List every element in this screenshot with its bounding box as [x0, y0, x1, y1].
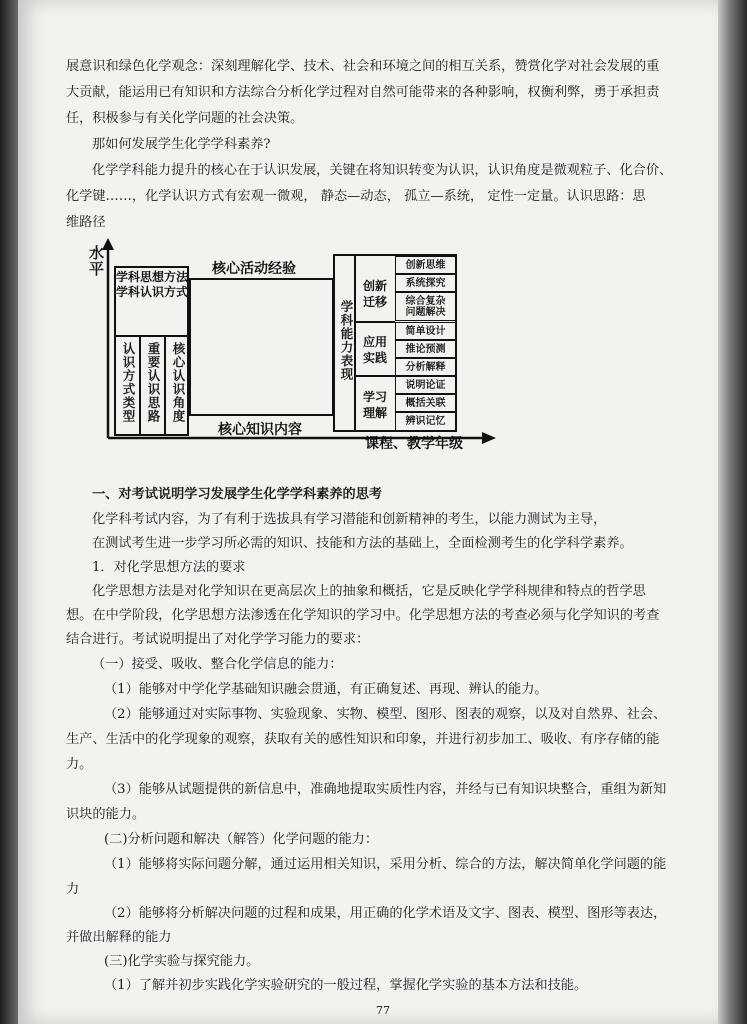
section-line: 化学科考试内容，为了有利于选拔具有学习潜能和创新精神的考生，以能力测试为主导，	[92, 512, 607, 527]
left-column-label: 核心认识角度	[171, 342, 186, 423]
section-line: （2）能够通过对实际事物、实验现象、实物、模型、图形、图表的观察，以及对自然界、社会、	[104, 707, 667, 722]
section-line: 识块的能力。	[66, 807, 146, 822]
section-line: 在测试考生进一步学习所必需的知识、技能和方法的基础上，全面检测考生的化学科学素养。	[92, 536, 633, 551]
paragraph-line: 展意识和绿色化学观念：深刻理解化学、技术、社会和环境之间的相互关系，赞赏化学对社会发展的重	[66, 59, 660, 74]
page-number: 77	[376, 1004, 390, 1017]
paragraph-line: 大贡献，能运用已有知识和方法综合分析化学过程对自然可能带来的各种影响，权衡利弊，勇于承担责	[66, 85, 660, 100]
section-heading: 一、对考试说明学习发展学生化学学科素养的思考	[92, 487, 383, 502]
section-line: 化学思想方法是对化学知识在更高层次上的抽象和概括，它是反映化学学科规律和特点的哲学思	[92, 584, 646, 599]
ability-cell: 辨识记忆	[395, 412, 456, 431]
right-title: 学科能力表现	[339, 300, 354, 381]
ability-cell: 分析解释	[395, 358, 456, 376]
section-line: 并做出解释的能力	[66, 930, 172, 945]
paragraph-line: 化学学科能力提升的核心在于认识发展，关键在将知识转变为认识，认识角度是微观粒子、化合价、	[92, 163, 673, 178]
section-line: 1．对化学思想方法的要求	[92, 560, 246, 575]
section-line: 力。	[66, 757, 93, 772]
ability-cell: 推论预测	[395, 340, 456, 358]
left-col-divider	[139, 336, 141, 436]
section-line: 力	[66, 882, 80, 897]
section-line: （1）了解并初步实践化学实验研究的一般过程，掌握化学实验的基本方法和技能。	[104, 978, 588, 993]
page-left-edge	[0, 0, 18, 1024]
y-axis-label: 水平	[87, 245, 105, 277]
ability-cell: 创新思维	[395, 256, 456, 274]
left-divider	[114, 335, 189, 337]
center-title: 核心活动经验	[212, 261, 296, 277]
ability-cell: 概括关联	[395, 394, 456, 412]
section-line: （2）能够将分析解决问题的过程和成果，用正确的化学术语及文字、图表、模型、图形等表达，	[104, 906, 667, 921]
group-label: 应用实践	[362, 335, 387, 365]
section-line: （1）能够将实际问题分解，通过运用相关知识，采用分析、综合的方法，解决简单化学问题的能	[104, 857, 667, 872]
left-col-divider	[164, 336, 166, 436]
ability-cell: 综合复杂问题解决	[395, 292, 456, 321]
group-divider	[355, 321, 395, 323]
group-divider	[355, 375, 395, 377]
section-line: 生产、生活中的化学现象的观察，获取有关的感性知识和印象，并进行初步加工、吸收、有序存储的能	[66, 732, 660, 747]
section-line: （3）能够从试题提供的新信息中，准确地提取实质性内容，并经与已有知识块整合，重组为新知	[104, 782, 667, 797]
center-bottom-label: 核心知识内容	[218, 422, 302, 438]
paragraph-line: 任，积极参与有关化学问题的社会决策。	[66, 111, 304, 126]
paragraph-line: 那如何发展学生化学学科素养?	[92, 137, 271, 152]
section-line: （一）接受、吸收、整合化学信息的能力：	[92, 657, 343, 672]
section-line: (二)分析问题和解决（解答）化学问题的能力：	[104, 832, 379, 847]
paragraph-line: 维路径	[66, 215, 106, 230]
x-axis-label: 课程、教学年级	[365, 436, 463, 452]
center-block	[189, 278, 334, 416]
left-column-label: 认识方式类型	[121, 342, 136, 423]
section-line: (三)化学实验与探究能力。	[104, 954, 260, 969]
section-line: 想。在中学阶段，化学思想方法渗透在化学知识的学习中。化学思想方法的考查必须与化学知识的考查	[66, 608, 660, 623]
group-label: 学习理解	[362, 390, 387, 420]
ability-cell: 简单设计	[395, 322, 456, 340]
left-header: 学科思想方法学科认识方式	[116, 270, 189, 299]
section-line: 结合进行。考试说明提出了对化学学习能力的要求：	[66, 632, 370, 647]
page-right-edge	[718, 0, 747, 1024]
ability-cell: 系统探究	[395, 274, 456, 292]
section-line: （1）能够对中学化学基础知识融会贯通，有正确复述、再现、辨认的能力。	[104, 682, 548, 697]
paragraph-line: 化学键……，化学认识方式有宏观一微观， 静态—动态， 孤立—系统， 定性一定量。认识思路：思	[66, 189, 646, 204]
ability-cell: 说明论证	[395, 376, 456, 394]
group-label: 创新迁移	[362, 279, 387, 309]
left-column-label: 重要认识思路	[146, 342, 161, 423]
